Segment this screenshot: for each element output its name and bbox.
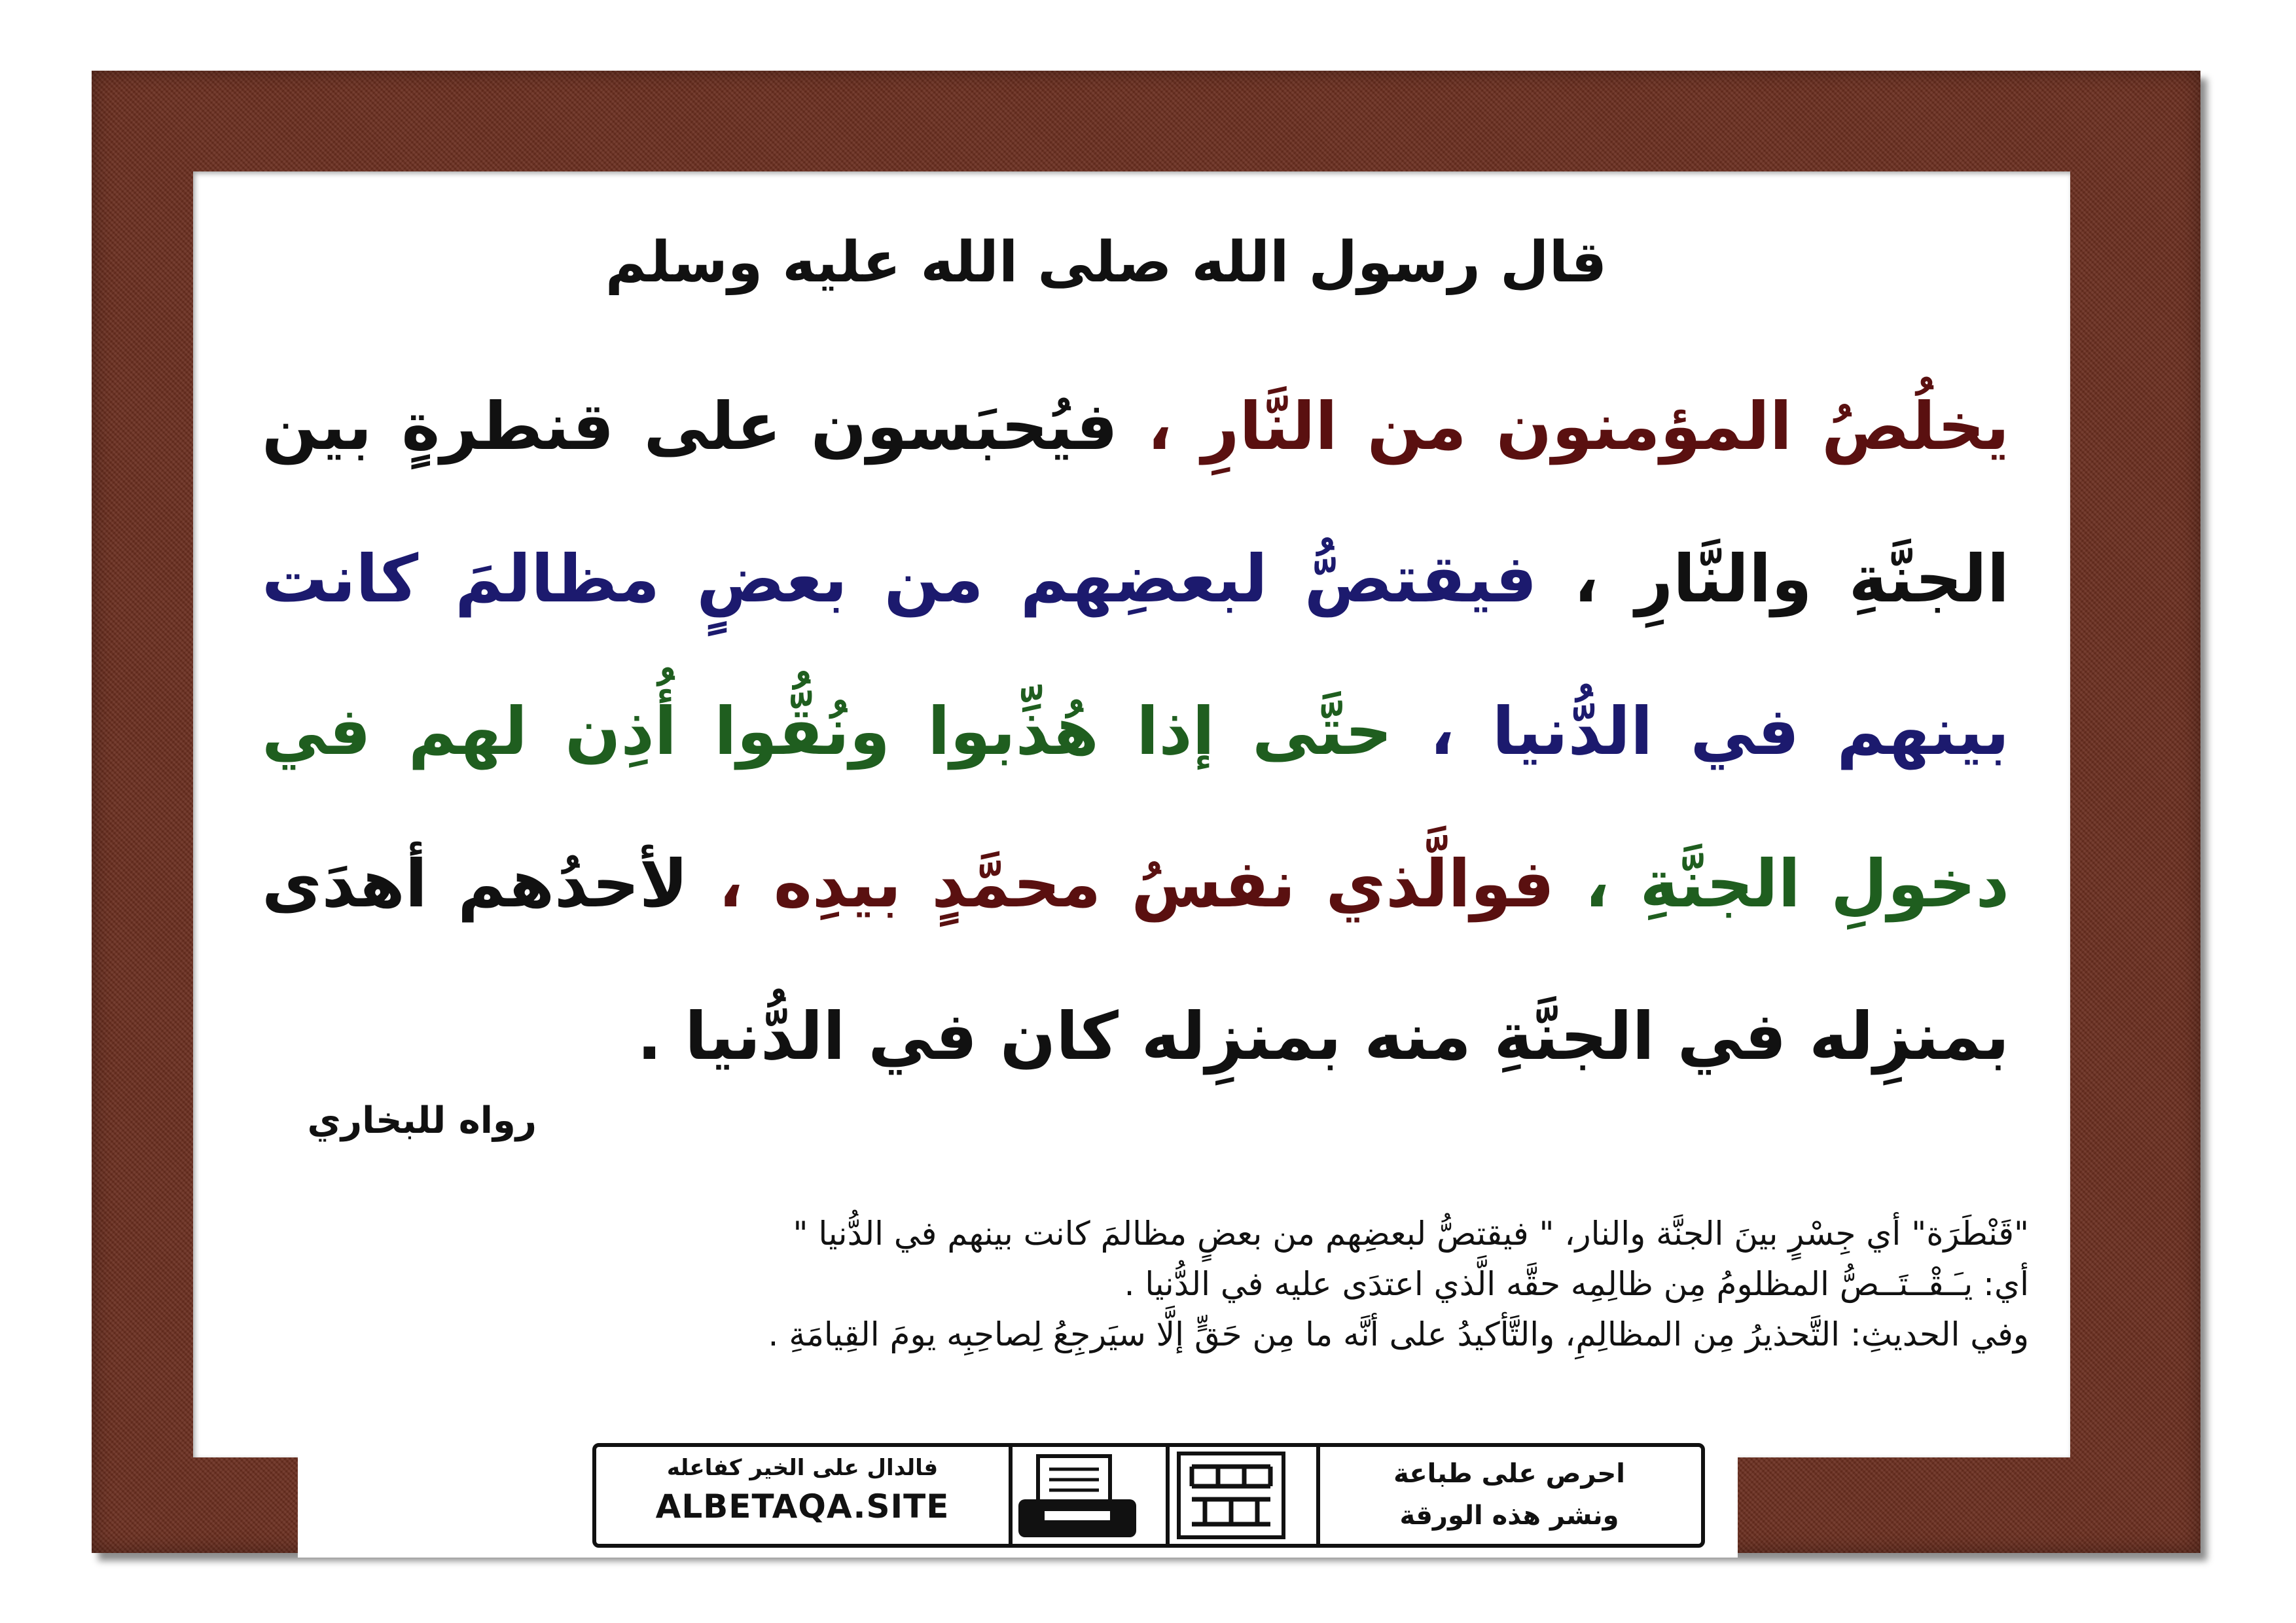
explanation-line: "قَنْطَرَة" أي جِسْرٍ بينَ الجنَّة والنار، " فيقتصُّ لبعضِهم من بعضٍ مظالمَ كانت بينهم في الدُّنيا " — [793, 1215, 2029, 1253]
appeal-line: ونشر هذه الورقة — [1399, 1501, 1619, 1531]
site-url[interactable]: ALBETAQA.SITE — [655, 1488, 950, 1525]
hadith-segment: يخلُصُ المؤمنون من النَّارِ ، — [1117, 388, 2009, 465]
hadith-segment: فيقتصُّ لبعضِهم من بعضٍ مظالمَ كانت بينهم في الدُّنيا ، — [262, 541, 2009, 770]
site-box — [596, 1447, 1009, 1544]
printer-icon — [1009, 1447, 1146, 1544]
appeal-line: احرص على طباعة — [1393, 1459, 1625, 1489]
print-appeal — [1316, 1447, 1702, 1544]
hadith-segment: حتَّى إذا هُذِّبوا ونُقُّوا أُذِن لهم في دخولِ الجنَّةِ ، — [262, 693, 2009, 922]
hadith-segment: فيُحبَسون على قنطرةٍ بين الجنَّةِ والنَّارِ ، — [262, 388, 2009, 617]
hadith-segment: لأحدُهم أهدَى بمنزِله في الجنَّةِ منه بمنزِله كان في الدُّنيا . — [262, 846, 2009, 1075]
hadith-source: رواه للبخاري — [307, 1099, 537, 1142]
footer-banner — [592, 1443, 1705, 1548]
site-tagline: فالدال على الخير كفاعله — [666, 1455, 939, 1481]
hadith-segment: فوالَّذي نفسُ محمَّدٍ بيدِه ، — [688, 846, 1554, 922]
logo — [1166, 1447, 1297, 1544]
page-title: قال رسول الله صلى الله عليه وسلم — [605, 230, 1607, 295]
explanation-line: وفي الحديثِ: التَّحذيرُ مِن المظالِمِ، والتَّأكيدُ على أنَّه ما مِن حَقٍّ إلَّا سيَرجِعُ لِصاحِبِه يومَ القِيامَةِ . — [768, 1315, 2029, 1353]
explanation-line: أي: يـَـقْــتَــصُّ المظلومُ مِن ظالِمِه حقَّه الَّذي اعتدَى عليه في الدُّنيا . — [1124, 1265, 2029, 1303]
hadith-text — [262, 350, 2009, 1113]
